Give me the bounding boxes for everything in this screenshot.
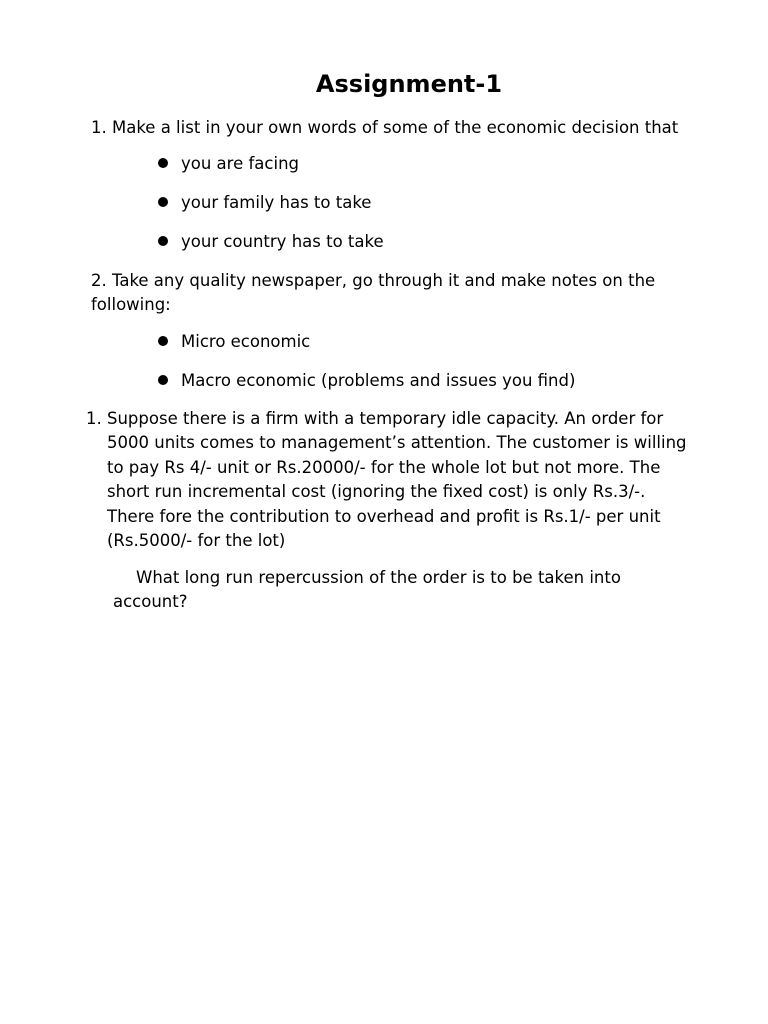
page-title: Assignment-1 bbox=[315, 70, 503, 98]
bullet-text: Macro economic (problems and issues you find) bbox=[181, 371, 576, 390]
bullet-icon bbox=[158, 197, 168, 207]
question-2-text-line-1: 2. Take any quality newspaper, go through it and make notes on the bbox=[91, 271, 656, 290]
bullet-icon bbox=[158, 236, 168, 246]
question-3-line: There fore the contribution to overhead and profit is Rs.1/- per unit bbox=[107, 506, 661, 526]
bullet-icon bbox=[158, 375, 168, 385]
question-3-line: to pay Rs 4/- unit or Rs.20000/- for the whole lot but not more. The bbox=[107, 457, 661, 477]
list-item bbox=[158, 152, 299, 176]
list-item bbox=[158, 230, 384, 254]
question-3-line: (Rs.5000/- for the lot) bbox=[107, 531, 286, 551]
question-2-text-line-2: following: bbox=[91, 295, 171, 314]
question-3-followup-line-1: What long run repercussion of the order is to be taken into bbox=[136, 568, 621, 587]
bullet-icon bbox=[158, 158, 168, 168]
bullet-icon bbox=[158, 336, 168, 346]
question-3-line: Suppose there is a firm with a temporary idle capacity. An order for bbox=[107, 409, 664, 428]
list-item bbox=[158, 369, 575, 393]
question-3-line: short run incremental cost (ignoring the fixed cost) is only Rs.3/-. bbox=[107, 482, 646, 502]
bullet-text: Micro economic bbox=[181, 332, 311, 351]
question-3-followup-line-2: account? bbox=[113, 592, 188, 611]
bullet-text: your country has to take bbox=[181, 232, 384, 251]
bullet-text: your family has to take bbox=[181, 193, 372, 212]
question-3-line: 5000 units comes to management’s attention. The customer is willing bbox=[107, 433, 687, 453]
list-item bbox=[158, 330, 310, 354]
question-1-text: 1. Make a list in your own words of some of the economic decision that bbox=[91, 118, 679, 137]
list-item bbox=[158, 191, 371, 215]
question-3-text bbox=[107, 407, 747, 553]
bullet-text: you are facing bbox=[181, 154, 299, 173]
question-3-number: 1. bbox=[86, 409, 102, 428]
